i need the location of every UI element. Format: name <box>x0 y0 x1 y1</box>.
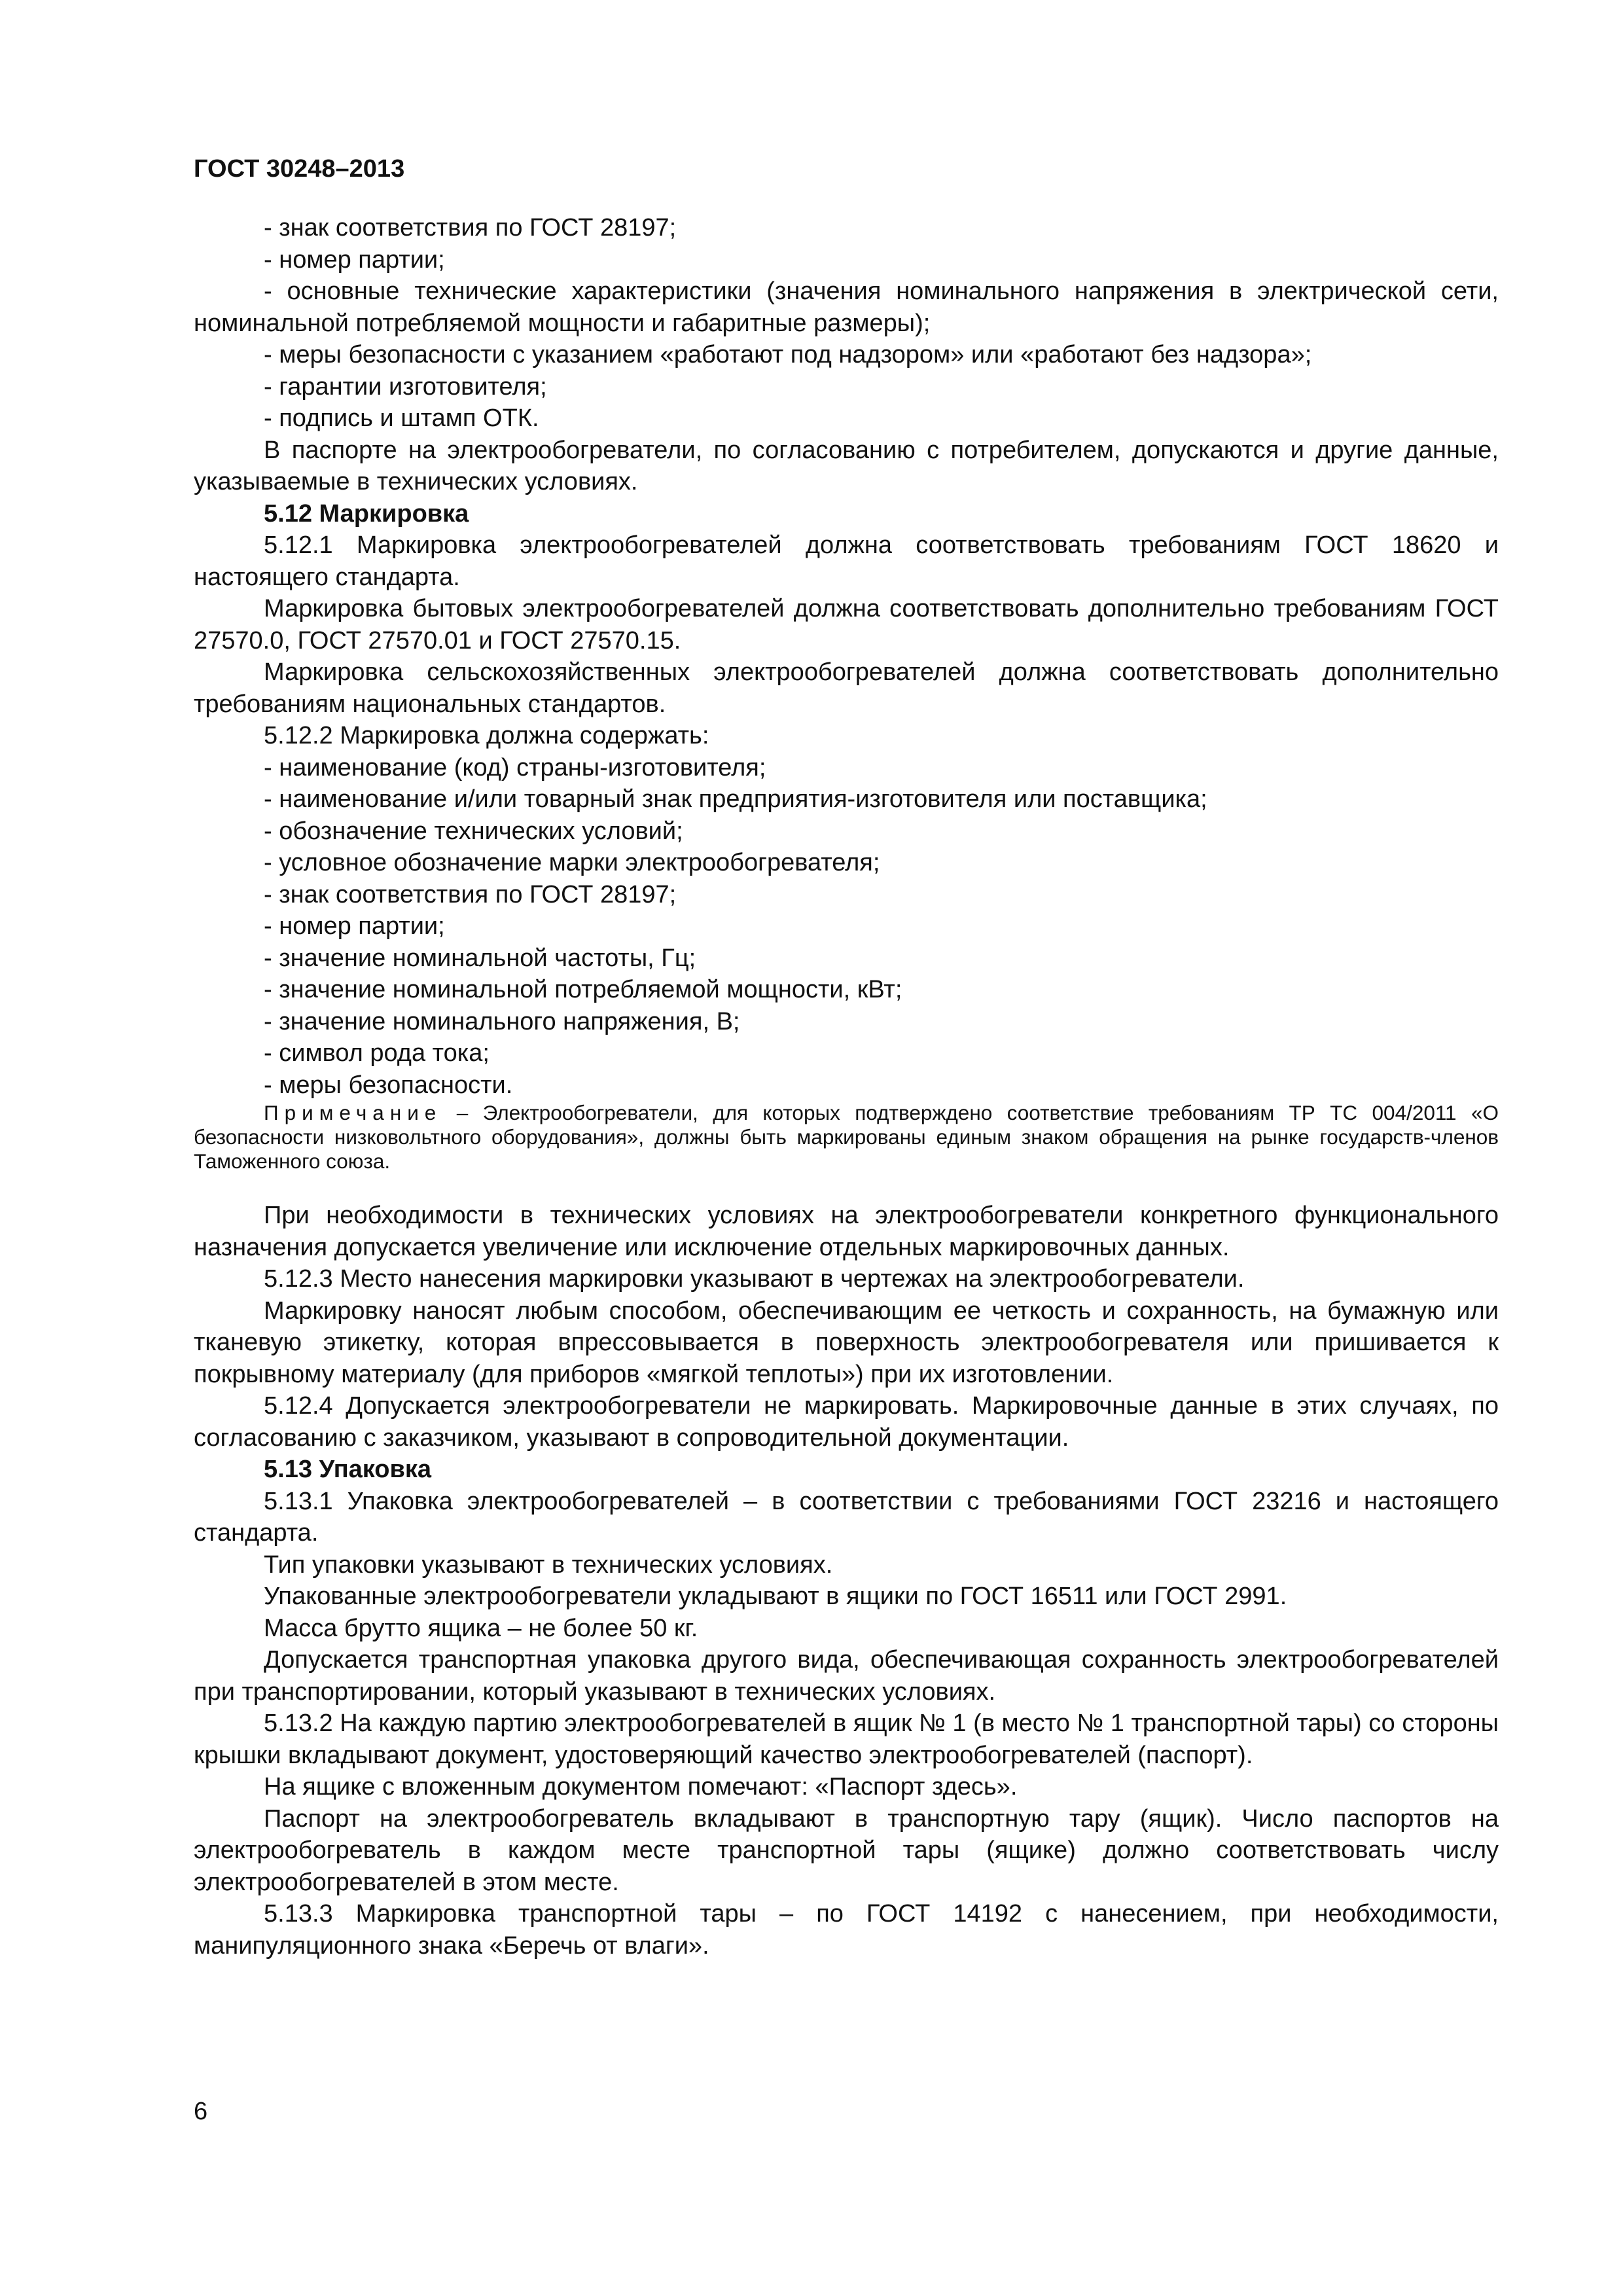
list-item: - номер партии; <box>264 245 445 274</box>
note-label: Примечание <box>264 1101 442 1124</box>
list-item: - номер партии; <box>264 912 445 940</box>
paragraph: Допускается транспортная упаковка другого вида, обеспечивающая сохранность электрообогревателей при транспортировании, который указывают в технических условиях. <box>194 1646 1499 1706</box>
list-item: - условное обозначение марки электрообогревателя; <box>264 849 880 876</box>
paragraph: Маркировку наносят любым способом, обеспечивающим ее четкость и сохранность, на бумажную или тканевую этикетку, которая впрессовывается в поверхность электрообогревателя или пришивается к покрывному материалу (для приборов «мягкой теплоты») при их изготовлении. <box>194 1297 1499 1388</box>
paragraph: Упакованные электрообогреватели укладывают в ящики по ГОСТ 16511 или ГОСТ 2991. <box>264 1583 1287 1610</box>
list-item: - меры безопасности. <box>264 1071 513 1099</box>
note-text: – Электрообогреватели, для которых подтверждено соответствие требованиям ТР ТС 004/2011 «О безопасности низковольтного оборудования», должны быть маркированы единым знаком обращения на рынке государств-членов Таможенного союза. <box>194 1101 1499 1173</box>
list-item: - основные технические характеристики (значения номинального напряжения в электрической сети, номинальной потребляемой мощности и габаритные размеры); <box>194 278 1499 337</box>
paragraph: Тип упаковки указывают в технических условиях. <box>264 1551 833 1579</box>
list-item: - наименование и/или товарный знак предприятия-изготовителя или поставщика; <box>264 785 1207 813</box>
paragraph: Масса брутто ящика – не более 50 кг. <box>264 1614 698 1642</box>
document-header: ГОСТ 30248–2013 <box>194 155 405 183</box>
paragraph: 5.13.3 Маркировка транспортной тары – по ГОСТ 14192 с нанесением, при необходимости, манипуляционного знака «Беречь от влаги». <box>194 1900 1499 1960</box>
spacer <box>194 1174 1499 1200</box>
paragraph: Маркировка сельскохозяйственных электрообогревателей должна соответствовать дополнительно требованиям национальных стандартов. <box>194 658 1499 718</box>
paragraph: В паспорте на электрообогреватели, по согласованию с потребителем, допускаются и другие данные, указываемые в технических условиях. <box>194 436 1499 495</box>
paragraph: 5.12.2 Маркировка должна содержать: <box>264 722 709 749</box>
list-item: - гарантии изготовителя; <box>264 372 547 401</box>
list-item: - меры безопасности с указанием «работают под надзором» или «работают без надзора»; <box>264 341 1312 368</box>
paragraph: 5.13.2 На каждую партию электрообогревателей в ящик № 1 (в место № 1 транспортной тары) со стороны крышки вкладывают документ, удостоверяющий качество электрообогревателей (паспорт). <box>194 1710 1499 1769</box>
list-item: - значение номинальной частоты, Гц; <box>264 944 696 972</box>
paragraph: 5.13.1 Упаковка электрообогревателей – в соответствии с требованиями ГОСТ 23216 и настоящего стандарта. <box>194 1487 1499 1547</box>
list-item: - значение номинальной потребляемой мощности, кВт; <box>264 976 902 1003</box>
paragraph: 5.12.4 Допускается электрообогреватели не маркировать. Маркировочные данные в этих случаях, по согласованию с заказчиком, указывают в сопроводительной документации. <box>194 1392 1499 1452</box>
list-item: - обозначение технических условий; <box>264 817 683 845</box>
section-heading: 5.12 Маркировка <box>264 499 469 528</box>
paragraph: Паспорт на электрообогреватель вкладывают в транспортную тару (ящик). Число паспортов на электрообогреватель в каждом месте транспортной тары (ящике) должно соответствовать числу электрообогревателей в этом месте. <box>194 1804 1499 1896</box>
paragraph: На ящике с вложенным документом помечают: «Паспорт здесь». <box>264 1773 1018 1801</box>
paragraph: Маркировка бытовых электрообогревателей должна соответствовать дополнительно требованиям ГОСТ 27570.0, ГОСТ 27570.01 и ГОСТ 27570.15. <box>194 595 1499 655</box>
list-item: - знак соответствия по ГОСТ 28197; <box>264 214 677 242</box>
paragraph: 5.12.1 Маркировка электрообогревателей должна соответствовать требованиям ГОСТ 18620 и настоящего стандарта. <box>194 531 1499 591</box>
list-item: - значение номинального напряжения, В; <box>264 1007 740 1035</box>
paragraph: При необходимости в технических условиях на электрообогреватели конкретного функционального назначения допускается увеличение или исключение отдельных маркировочных данных. <box>194 1202 1499 1261</box>
section-heading: 5.13 Упаковка <box>264 1456 432 1483</box>
note <box>194 1101 1499 1174</box>
list-item: - подпись и штамп ОТК. <box>264 404 539 432</box>
list-item: - наименование (код) страны-изготовителя; <box>264 753 766 781</box>
list-item: - знак соответствия по ГОСТ 28197; <box>264 880 677 908</box>
document-body <box>194 212 1499 1962</box>
list-item: - символ рода тока; <box>264 1039 490 1067</box>
paragraph: 5.12.3 Место нанесения маркировки указывают в чертежах на электрообогреватели. <box>264 1265 1245 1293</box>
page-number: 6 <box>194 2098 208 2125</box>
